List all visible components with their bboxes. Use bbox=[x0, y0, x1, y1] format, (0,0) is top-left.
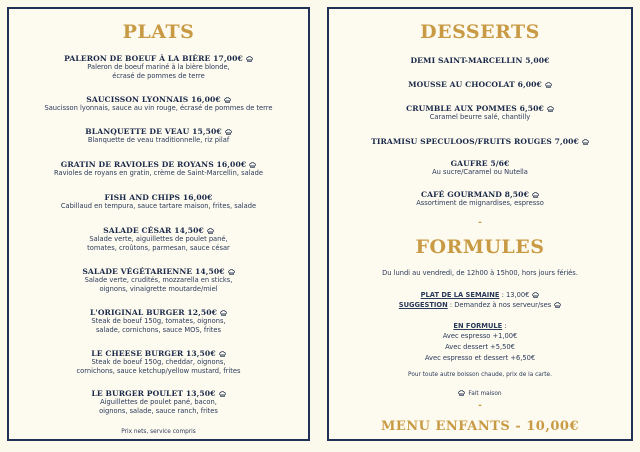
chef-hat-icon bbox=[582, 139, 589, 145]
suggestion bbox=[329, 301, 631, 310]
item-title: SALADE CÉSAR 14,50€ bbox=[103, 226, 204, 235]
menu-item bbox=[9, 226, 308, 253]
item-desc: Cabillaud en tempura, sauce tartare maison, frites, salade bbox=[60, 202, 257, 210]
menu-item bbox=[9, 160, 308, 178]
menu-item bbox=[329, 80, 631, 89]
menu-item bbox=[9, 349, 308, 376]
chef-hat-icon bbox=[545, 82, 552, 88]
item-title: L'ORIGINAL BURGER 12,50€ bbox=[89, 308, 218, 317]
item-title: LE BURGER POULET 13,50€ bbox=[91, 389, 216, 398]
formule-option: Avec dessert +5,50€ bbox=[445, 343, 515, 351]
en-formule bbox=[329, 322, 631, 331]
item-desc: cornichons, sauce ketchup/yellow mustard, frites bbox=[76, 366, 241, 375]
chef-hat-icon bbox=[219, 351, 226, 357]
menu-item bbox=[9, 54, 308, 81]
en-formule-label: EN FORMULE bbox=[453, 322, 503, 330]
formules-heading: FORMULES bbox=[415, 236, 545, 258]
chef-hat-icon bbox=[220, 310, 227, 316]
menu-item bbox=[329, 56, 631, 65]
fait-maison-legend bbox=[329, 390, 631, 397]
item-title: MOUSSE AU CHOCOLAT 6,00€ bbox=[408, 80, 542, 89]
item-title: DEMI SAINT-MARCELLIN 5,00€ bbox=[410, 56, 550, 65]
item-desc: Aiguillettes de poulet pané, bacon, bbox=[100, 398, 217, 406]
menu-item bbox=[9, 95, 308, 113]
item-desc: Assortiment de mignardises, espresso bbox=[416, 199, 544, 207]
plats-heading: PLATS bbox=[122, 21, 195, 43]
item-title: CAFÉ GOURMAND 8,50€ bbox=[421, 190, 529, 199]
menu-item bbox=[329, 159, 631, 177]
chef-hat-icon bbox=[532, 192, 539, 198]
chef-hat-icon bbox=[224, 97, 231, 103]
item-desc: Salade verte, crudités, mozzarella en sticks, bbox=[84, 276, 233, 284]
item-desc: tomates, croûtons, parmesan, sauce césar bbox=[87, 243, 230, 252]
chef-hat-icon bbox=[228, 269, 235, 275]
fait-maison-label: Fait maison bbox=[468, 391, 502, 397]
item-title: SAUCISSON LYONNAIS 16,00€ bbox=[86, 95, 221, 104]
item-desc: écrasé de pommes de terre bbox=[112, 71, 205, 80]
item-desc: Steak de boeuf 150g, cheddar, oignons, bbox=[91, 358, 226, 366]
chef-hat-icon bbox=[547, 106, 554, 112]
formule-option: Avec espresso +1,00€ bbox=[442, 332, 518, 340]
menu-item bbox=[9, 389, 308, 416]
chef-hat-icon bbox=[458, 390, 465, 396]
hours-text: Du lundi au vendredi, de 12h00 à 15h00, hors jours fériés. bbox=[382, 269, 578, 277]
en-formule-colon: : bbox=[502, 322, 507, 330]
menu-enfants: MENU ENFANTS - 10,00€ bbox=[380, 419, 580, 434]
item-title: GAUFRE 5/6€ bbox=[450, 159, 510, 168]
desserts-panel bbox=[327, 7, 633, 441]
plat-semaine-label: PLAT DE LA SEMAINE bbox=[420, 291, 500, 299]
formule-option: Avec espresso et dessert +6,50€ bbox=[424, 354, 536, 362]
item-desc: Steak de boeuf 150g, tomates, oignons, bbox=[91, 317, 226, 325]
chef-hat-icon bbox=[219, 391, 226, 397]
item-desc: Blanquette de veau traditionnelle, riz pilaf bbox=[87, 136, 230, 144]
menu-item bbox=[9, 193, 308, 211]
chef-hat-icon bbox=[532, 292, 539, 298]
item-desc: Saucisson lyonnais, sauce au vin rouge, écrasé de pommes de terre bbox=[44, 104, 273, 112]
item-title: FISH AND CHIPS 16,00€ bbox=[104, 193, 213, 202]
item-desc: oignons, salade, sauce ranch, frites bbox=[99, 406, 218, 415]
chef-hat-icon bbox=[249, 162, 256, 168]
item-title: GRATIN DE RAVIOLES DE ROYANS 16,00€ bbox=[60, 160, 247, 169]
plat-semaine-price: : 13,00€ bbox=[499, 291, 530, 299]
suggestion-label: SUGGESTION bbox=[398, 301, 448, 309]
menu-item bbox=[329, 137, 631, 146]
item-desc: Paleron de boeuf mariné à la bière blonde, bbox=[87, 63, 230, 71]
plats-panel bbox=[7, 7, 310, 441]
menu-item bbox=[9, 127, 308, 145]
chef-hat-icon bbox=[225, 129, 232, 135]
item-title: LE CHEESE BURGER 13,50€ bbox=[91, 349, 216, 358]
item-desc: salade, cornichons, sauce MOS, frites bbox=[95, 325, 222, 334]
item-title: CRUMBLE AUX POMMES 6,50€ bbox=[406, 104, 544, 113]
plat-semaine bbox=[329, 291, 631, 300]
desserts-heading: DESSERTS bbox=[420, 21, 540, 43]
item-title: PALERON DE BOEUF À LA BIÈRE 17,00€ bbox=[64, 54, 243, 63]
menu-item bbox=[329, 104, 631, 122]
menu-item bbox=[329, 190, 631, 208]
hot-drinks-note: Pour toute autre boisson chaude, prix de la carte. bbox=[408, 372, 552, 378]
chef-hat-icon bbox=[554, 302, 561, 308]
prices-note: Prix nets, service compris bbox=[121, 429, 196, 435]
menu-item bbox=[9, 267, 308, 294]
suggestion-text: : Demandez à nos serveur/ses bbox=[447, 301, 552, 309]
chef-hat-icon bbox=[246, 56, 253, 62]
item-title: BLANQUETTE DE VEAU 15,50€ bbox=[85, 127, 222, 136]
item-desc: Au sucre/Caramel ou Nutella bbox=[432, 168, 528, 176]
divider: - bbox=[478, 401, 482, 411]
item-desc: oignons, vinaigrette moutarde/miel bbox=[99, 284, 218, 293]
menu-item bbox=[9, 308, 308, 335]
chef-hat-icon bbox=[207, 228, 214, 234]
divider: - bbox=[478, 218, 482, 228]
item-desc: Ravioles de royans en gratin, crème de Saint-Marcellin, salade bbox=[53, 169, 264, 177]
item-title: SALADE VÉGÉTARIENNE 14,50€ bbox=[82, 267, 225, 276]
item-desc: Salade verte, aiguillettes de poulet pané, bbox=[89, 235, 228, 243]
item-title: TIRAMISU SPECULOOS/FRUITS ROUGES 7,00€ bbox=[371, 137, 579, 146]
item-desc: Caramel beurre salé, chantilly bbox=[429, 113, 531, 121]
